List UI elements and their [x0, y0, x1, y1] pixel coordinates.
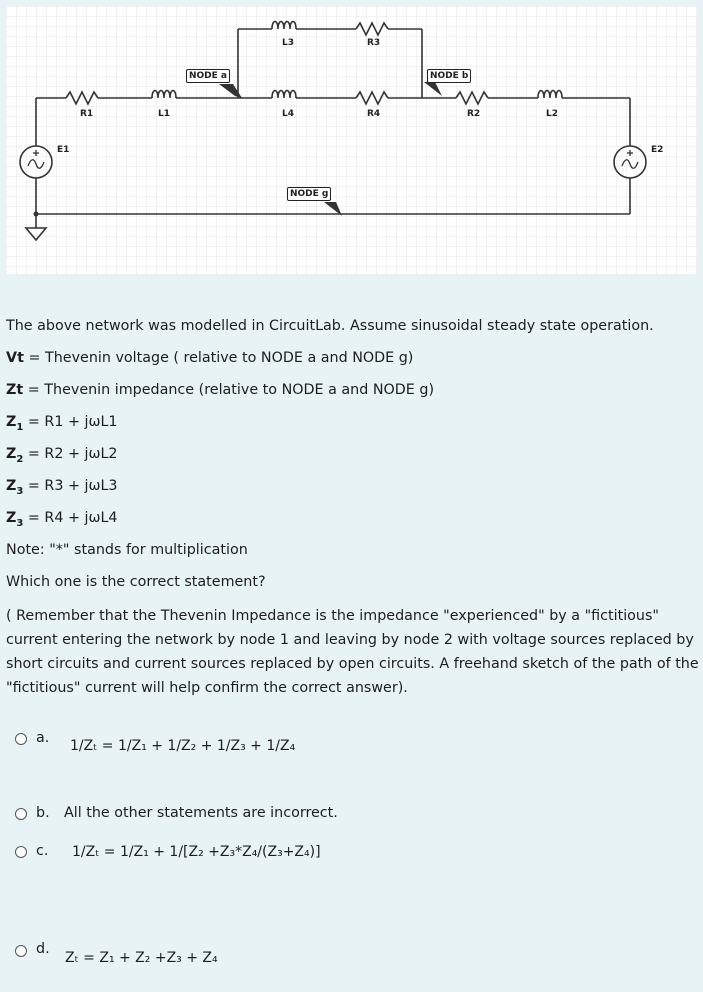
option-a-radio[interactable] [15, 733, 27, 745]
option-c-letter: c. [36, 843, 49, 859]
label-l2: L2 [546, 109, 558, 119]
label-r2: R2 [467, 109, 481, 119]
label-r4: R4 [367, 109, 381, 119]
z-def: = R1 + jωL1 [23, 414, 118, 430]
node-b-label: NODE b [427, 69, 471, 83]
z4-definition [6, 509, 700, 533]
zt-definition [6, 381, 700, 399]
label-r3: R3 [367, 38, 381, 48]
vt-definition [6, 349, 700, 367]
z-term: Z [6, 414, 17, 430]
option-a-formula: 1/Zₜ = 1/Z₁ + 1/Z₂ + 1/Z₃ + 1/Z₄ [70, 738, 296, 754]
z-sub: 2 [16, 453, 24, 465]
option-d-letter: d. [36, 941, 50, 957]
option-b-radio[interactable] [15, 808, 27, 820]
node-a-label: NODE a [186, 69, 230, 83]
zt-term: Zt [6, 382, 24, 398]
question-prompt: Which one is the correct statement? [6, 574, 266, 590]
z-def: = R4 + jωL4 [23, 510, 118, 526]
label-l1: L1 [158, 109, 170, 119]
z-sub: 1 [16, 421, 24, 433]
z-term: Z [6, 478, 17, 494]
option-c-radio[interactable] [15, 846, 27, 858]
label-e1: E1 [57, 145, 70, 155]
remember-text: ( Remember that the Thevenin Impedance is the impedance "experienced" by a "fictitious" current entering the network by node 1 and leaving by node 2 with voltage sources replaced by short circuits and current sources replaced by open circuits. A freehand sketch of the path of the "fictitious" current will help confirm the correct answer). [6, 608, 699, 696]
circuit-schematic [6, 6, 697, 274]
option-d-formula: Zₜ = Z₁ + Z₂ +Z₃ + Z₄ [65, 950, 218, 966]
label-l3: L3 [282, 38, 294, 48]
circuit-diagram [6, 6, 697, 274]
label-l4: L4 [282, 109, 294, 119]
label-e2: E2 [651, 145, 664, 155]
note-text: Note: "*" stands for multiplication [6, 542, 248, 558]
node-g-label: NODE g [287, 187, 331, 201]
option-d-radio[interactable] [15, 945, 27, 957]
vt-def: = Thevenin voltage ( relative to NODE a and NODE g) [23, 350, 414, 366]
question-intro: The above network was modelled in CircuitLab. Assume sinusoidal steady state operation. [6, 318, 654, 334]
z-term: Z [6, 446, 17, 462]
z-term: Z [6, 510, 17, 526]
vt-term: Vt [6, 350, 24, 366]
z-def: = R2 + jωL2 [23, 446, 118, 462]
z-sub: 3 [16, 485, 24, 497]
option-b-letter: b. [36, 805, 50, 821]
label-r1: R1 [80, 109, 94, 119]
z3-definition [6, 477, 700, 501]
z-sub: 3 [16, 517, 24, 529]
option-c-formula: 1/Zₜ = 1/Z₁ + 1/[Z₂ +Z₃*Z₄/(Z₃+Z₄)] [72, 844, 321, 860]
z-def: = R3 + jωL3 [23, 478, 118, 494]
z1-definition [6, 413, 700, 437]
zt-def: = Thevenin impedance (relative to NODE a and NODE g) [23, 382, 435, 398]
z2-definition [6, 445, 700, 469]
option-b-text: All the other statements are incorrect. [64, 805, 338, 821]
option-a-letter: a. [36, 730, 50, 746]
